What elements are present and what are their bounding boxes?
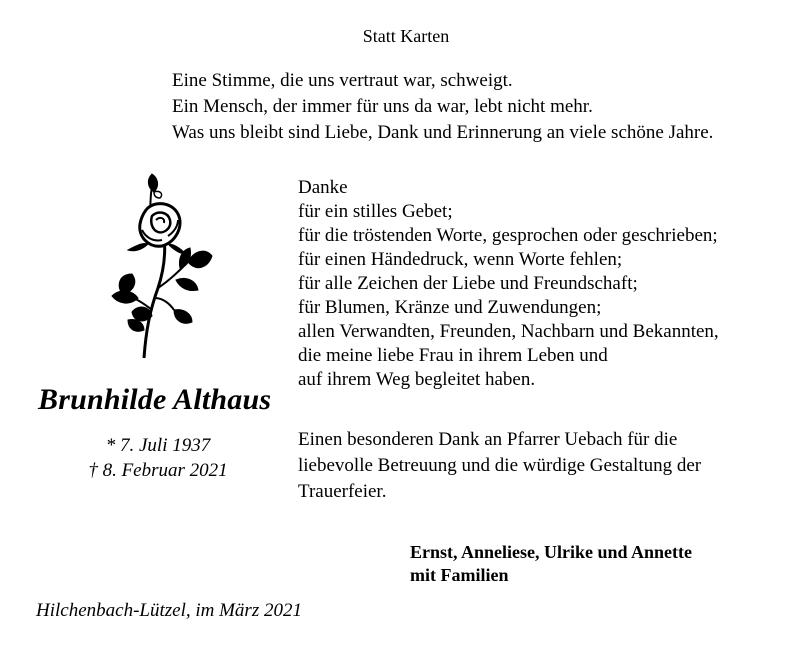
thanks-line: allen Verwandten, Freunden, Nachbarn und Bekannten, [298,321,719,342]
thanks-line: für alle Zeichen der Liebe und Freundschaft; [298,273,638,294]
place-date: Hilchenbach-Lützel, im März 2021 [36,600,302,621]
special-thanks-line: Trauerfeier. [298,481,387,502]
header-text: Statt Karten [362,26,450,46]
thanks-line: auf ihrem Weg begleitet haben. [298,369,536,390]
special-thanks [298,427,701,505]
special-thanks-line: liebevolle Betreuung und die würdige Gestaltung der [298,455,702,476]
life-dates [60,433,256,483]
birth-date: * 7. Juli 1937 [105,435,211,456]
thanks-line: für Blumen, Kränze und Zuwendungen; [298,297,602,318]
family-line: mit Familien [410,565,509,585]
death-date: † 8. Februar 2021 [88,460,228,481]
thanks-line: die meine liebe Frau in ihrem Leben und [298,345,608,366]
poem [172,68,713,146]
poem-line: Eine Stimme, die uns vertraut war, schweigt. [172,70,513,91]
thanks-list [298,176,719,392]
poem-line: Was uns bleibt sind Liebe, Dank und Erinnerung an viele schöne Jahre. [172,122,714,143]
thanks-line: für einen Händedruck, wenn Worte fehlen; [298,249,623,270]
thanks-line: für ein stilles Gebet; [298,201,453,222]
family-signature [410,541,692,587]
thanks-line: für die tröstenden Worte, gesprochen oder geschrieben; [298,225,718,246]
poem-line: Ein Mensch, der immer für uns da war, lebt nicht mehr. [172,96,593,117]
special-thanks-line: Einen besonderen Dank an Pfarrer Uebach für die [298,429,678,450]
family-line: Ernst, Anneliese, Ulrike und Annette [410,542,693,562]
deceased-name: Brunhilde Althaus [38,383,272,416]
thanks-line: Danke [298,177,348,198]
rose-icon [108,170,218,360]
